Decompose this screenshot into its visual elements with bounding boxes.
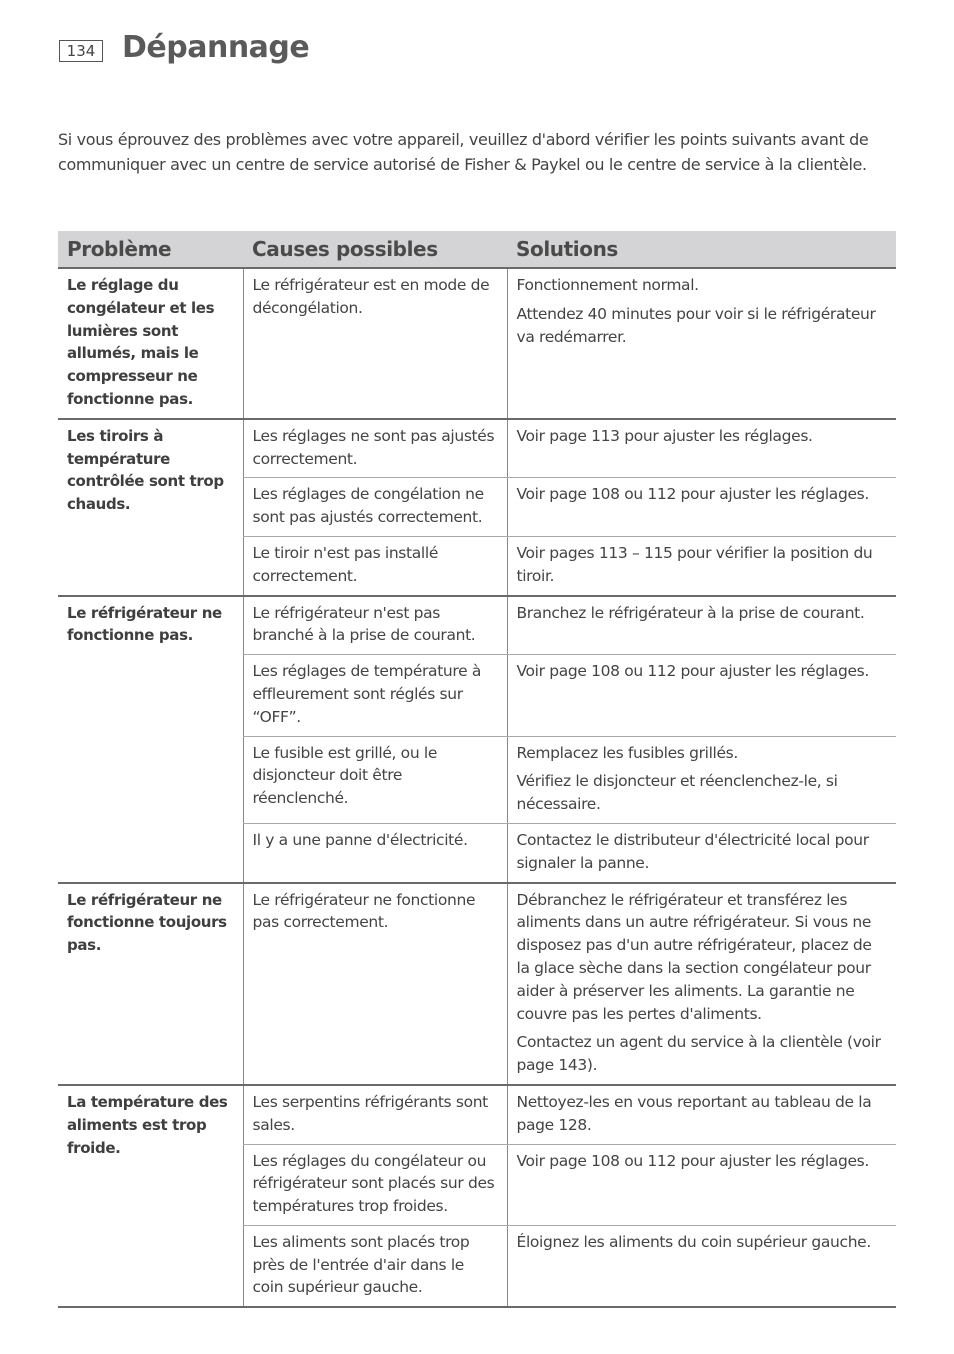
problem-cell: Le réfrigérateur ne fonctionne pas. [58, 596, 243, 883]
solution-text: Fonctionnement normal. [516, 276, 699, 294]
cause-cell: Les serpentins réfrigérants sont sales. [243, 1085, 507, 1144]
cause-cell: Les réglages de congélation ne sont pas ajustés correctement. [243, 478, 507, 537]
solution-text: Éloignez les aliments du coin supérieur gauche. [516, 1232, 871, 1251]
cause-cell: Les aliments sont placés trop près de l'entrée d'air dans le coin supérieur gauche. [243, 1225, 507, 1307]
solution-text: Voir page 108 ou 112 pour ajuster les réglages. [516, 1151, 869, 1170]
intro-paragraph: Si vous éprouvez des problèmes avec votre appareil, veuillez d'abord vérifier les points suivants avant de communiquer avec un centre de service autorisé de Fisher & Paykel ou le centre de service à la clientèle. [58, 130, 869, 174]
cause-cell: Le tiroir n'est pas installé correctement. [243, 536, 507, 595]
cause-cell: Le réfrigérateur n'est pas branché à la prise de courant. [243, 596, 507, 655]
problem-cell: Les tiroirs à température contrôlée sont trop chauds. [58, 419, 243, 596]
solution-cell [507, 883, 896, 1085]
cause-cell: Les réglages du congélateur ou réfrigérateur sont placés sur des températures trop froides. [243, 1144, 507, 1225]
solution-text: Débranchez le réfrigérateur et transférez les aliments dans un autre réfrigérateur. Si vous ne disposez pas d'un autre réfrigérateur, placez de la glace sèche dans la section congélateur pour aider à préserver les aliments. La garantie ne couvre pas les pertes d'aliments. [516, 890, 872, 1023]
solution-cell [507, 536, 896, 595]
solution-cell [507, 1085, 896, 1144]
solution-text: Remplacez les fusibles grillés. [516, 743, 738, 762]
solution-cell [507, 1225, 896, 1307]
page-title: Dépannage [122, 30, 310, 65]
problem-cell: La température des aliments est trop froide. [58, 1085, 243, 1307]
cause-cell: Le réfrigérateur ne fonctionne pas correctement. [243, 883, 507, 1085]
cause-cell: Le réfrigérateur est en mode de décongélation. [243, 268, 507, 419]
solution-text: Voir page 113 pour ajuster les réglages. [516, 426, 813, 445]
table-row [58, 596, 896, 655]
solution-cell [507, 1144, 896, 1225]
solution-text: Nettoyez-les en vous reportant au tableau de la page 128. [516, 1092, 872, 1134]
table-row [58, 883, 896, 1085]
cause-cell: Il y a une panne d'électricité. [243, 823, 507, 882]
table-row [58, 268, 896, 419]
solution-cell [507, 596, 896, 655]
solution-text: Contactez un agent du service à la clientèle (voir page 143). [516, 1033, 881, 1075]
table-header-row [58, 231, 896, 268]
table-row [58, 1085, 896, 1144]
solution-cell [507, 268, 896, 419]
solution-cell [507, 655, 896, 736]
header-problem: Problème [58, 231, 243, 268]
cause-cell: Les réglages ne sont pas ajustés correctement. [243, 419, 507, 478]
cause-cell: Le fusible est grillé, ou le disjoncteur doit être réenclenché. [243, 736, 507, 823]
solution-cell [507, 478, 896, 537]
header-causes: Causes possibles [243, 231, 507, 268]
problem-cell: Le réglage du congélateur et les lumières sont allumés, mais le compresseur ne fonctionne pas. [58, 268, 243, 419]
cause-cell: Les réglages de température à effleurement sont réglés sur “OFF”. [243, 655, 507, 736]
solution-cell [507, 823, 896, 882]
problem-cell: Le réfrigérateur ne fonctionne toujours pas. [58, 883, 243, 1085]
solution-text: Attendez 40 minutes pour voir si le réfrigérateur va redémarrer. [516, 304, 876, 346]
page-number: 134 [59, 40, 103, 62]
table-row [58, 419, 896, 478]
table-body [58, 268, 896, 1307]
troubleshooting-table [58, 231, 896, 1308]
solution-text: Branchez le réfrigérateur à la prise de courant. [516, 603, 865, 622]
solution-text: Voir pages 113 – 115 pour vérifier la position du tiroir. [516, 543, 873, 585]
solution-text: Voir page 108 ou 112 pour ajuster les réglages. [516, 485, 869, 504]
solution-text: Voir page 108 ou 112 pour ajuster les réglages. [516, 662, 869, 681]
solution-cell [507, 419, 896, 478]
header-solutions: Solutions [507, 231, 896, 268]
solution-text: Contactez le distributeur d'électricité local pour signaler la panne. [516, 830, 869, 872]
solution-cell [507, 736, 896, 823]
solution-text: Vérifiez le disjoncteur et réenclenchez-le, si nécessaire. [516, 772, 838, 814]
